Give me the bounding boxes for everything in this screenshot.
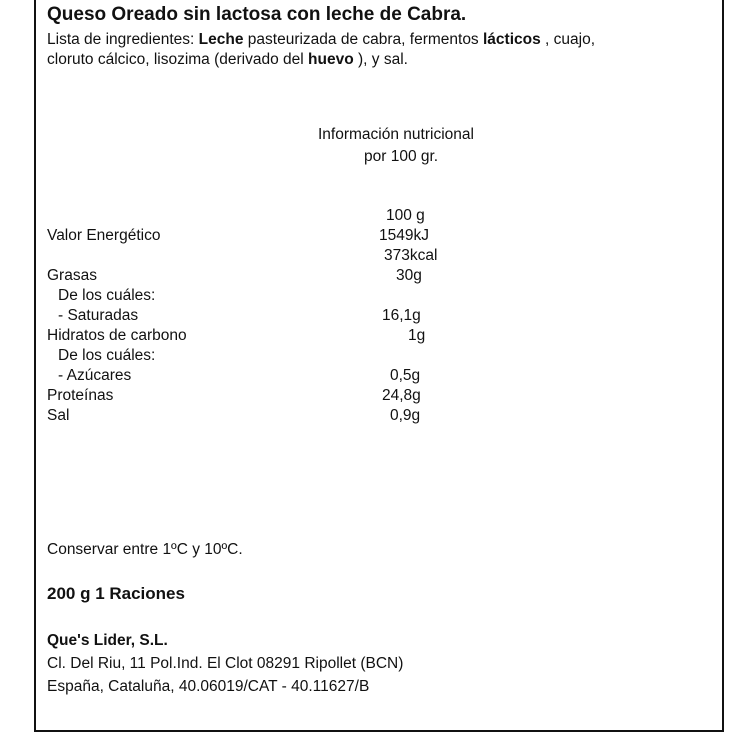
row-label-salt: Sal (47, 407, 70, 424)
product-title: Queso Oreado sin lactosa con leche de Cabra. (47, 4, 467, 25)
ingredient-text: cloruto cálcico, lisozima (derivado del (47, 51, 309, 68)
company-name: Que's Lider, S.L. (47, 632, 168, 649)
row-label-of-which-1: De los cuáles: (58, 287, 156, 304)
row-value-salt: 0,9g (390, 407, 421, 424)
portion-info: 200 g 1 Raciones (47, 584, 185, 603)
row-label-energy: Valor Energético (47, 227, 161, 244)
allergen-text: huevo (308, 51, 354, 68)
company-address: Cl. Del Riu, 11 Pol.Ind. El Clot 08291 Ripollet (BCN) (47, 655, 404, 672)
storage-instructions: Conservar entre 1ºC y 10ºC. (47, 541, 243, 558)
label-frame (34, 0, 724, 732)
row-label-fat: Grasas (47, 267, 97, 284)
ingredient-text: Lista de ingredientes: (47, 31, 199, 48)
row-label-of-which-2: De los cuáles: (58, 347, 156, 364)
row-value-saturated: 16,1g (382, 307, 421, 324)
allergen-text: lácticos (483, 31, 541, 48)
nutrition-heading: Información nutricional (318, 126, 474, 143)
row-label-protein: Proteínas (47, 387, 114, 404)
ingredients-line-1 (47, 31, 595, 49)
nutrition-column-header: 100 g (386, 207, 425, 224)
row-value-energy-kcal: 373kcal (384, 247, 438, 264)
row-label-carbohydrates: Hidratos de carbono (47, 327, 187, 344)
ingredients-line-2 (47, 51, 408, 69)
nutrition-subheading: por 100 gr. (364, 148, 439, 165)
row-value-protein: 24,8g (382, 387, 421, 404)
ingredient-text: , cuajo, (540, 31, 596, 48)
row-value-energy-kj: 1549kJ (379, 227, 429, 244)
row-value-carbohydrates: 1g (408, 327, 426, 344)
row-label-sugars: - Azúcares (58, 367, 132, 384)
row-value-sugars: 0,5g (390, 367, 421, 384)
row-label-saturated: - Saturadas (58, 307, 139, 324)
ingredient-text: ), y sal. (353, 51, 408, 68)
company-registry: España, Cataluña, 40.06019/CAT - 40.11627/B (47, 678, 370, 695)
row-value-fat: 30g (396, 267, 422, 284)
allergen-text: Leche (198, 31, 244, 48)
ingredient-text: pasteurizada de cabra, fermentos (243, 31, 483, 48)
